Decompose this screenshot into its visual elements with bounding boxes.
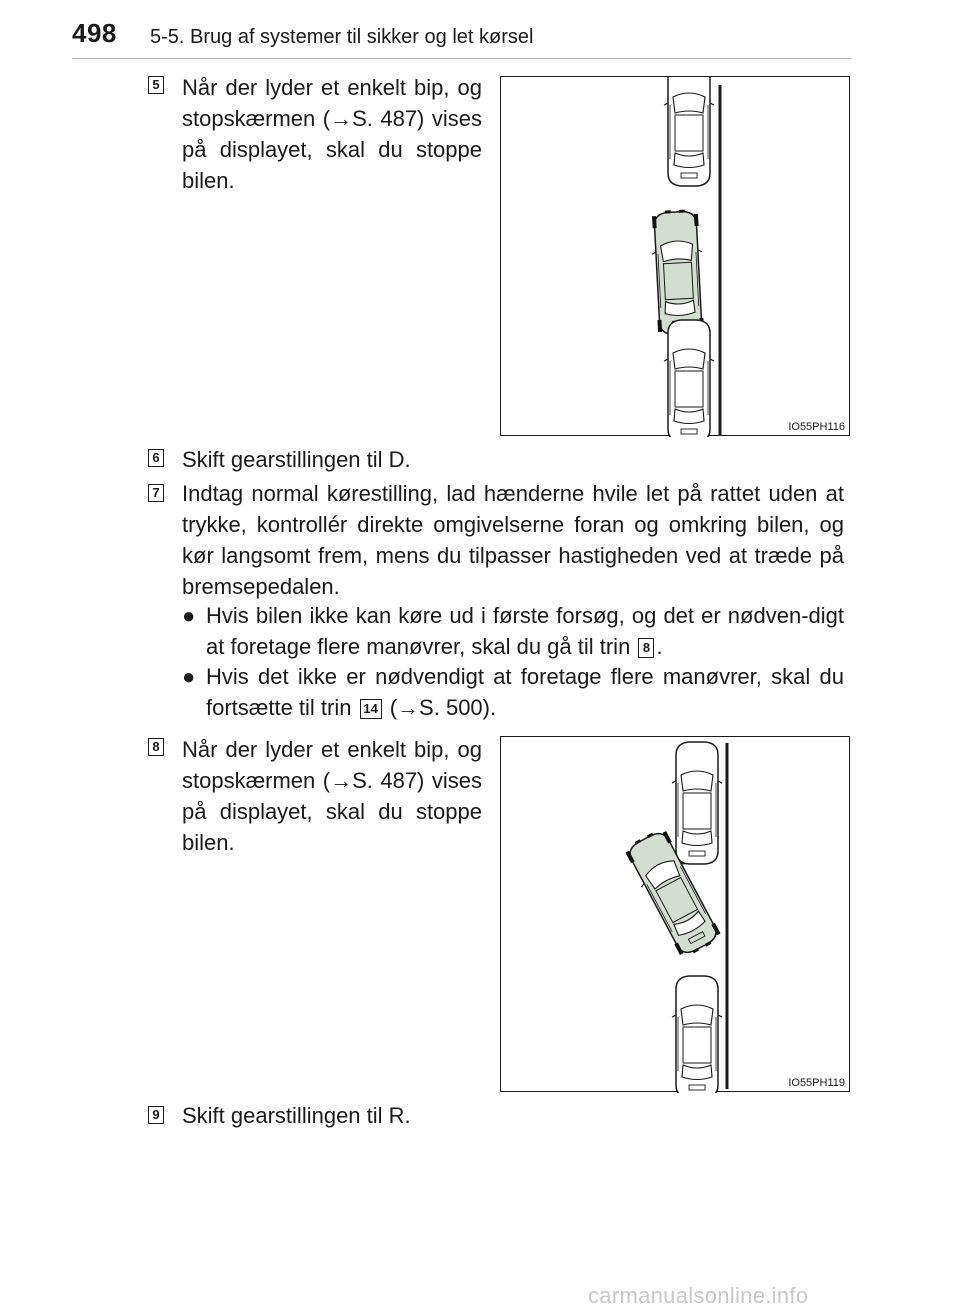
header-rule — [72, 58, 852, 59]
page-number: 498 — [72, 18, 117, 48]
bullet-dot: ● — [182, 664, 196, 689]
bullet-dot: ● — [182, 603, 196, 628]
figure-1 — [500, 76, 850, 436]
figure-1-code: IO55PH116 — [788, 421, 845, 433]
step-badge-5: 5 — [148, 76, 164, 94]
parking-diagram-2 — [501, 737, 851, 1093]
step-badge-6: 6 — [148, 449, 164, 467]
step-ref-badge-14: 14 — [360, 699, 382, 719]
step-7-text: Indtag normal kørestilling, lad hænderne hvile let på rattet uden at trykke, kontrollér direkte omgivelserne foran og omkring bilen, og kør langsomt frem, mens du tilpasser hastigheden ved at træde på bremsepedalen. — [182, 481, 844, 599]
step-badge-7: 7 — [148, 484, 164, 502]
watermark: carmanualsonline.info — [588, 1283, 809, 1308]
step-badge-8: 8 — [148, 738, 164, 756]
bullet-1-end: . — [656, 634, 663, 659]
parking-diagram-1 — [501, 77, 851, 437]
section-title: 5-5. Brug af systemer til sikker og let kørsel — [150, 26, 534, 48]
step-9-text: Skift gearstillingen til R. — [182, 1103, 411, 1128]
step-7-bullet-2 — [182, 661, 844, 723]
bullet-2-text: Hvis det ikke er nødvendigt at foretage flere manøvrer, skal du fortsætte til trin — [206, 664, 844, 720]
figure-2 — [500, 736, 850, 1092]
bullet-2-ref: (→S. 500). — [389, 695, 497, 720]
figure-2-code: IO55PH119 — [788, 1077, 845, 1089]
step-ref-badge-8: 8 — [638, 638, 654, 658]
bullet-1-text: Hvis bilen ikke kan køre ud i første forsøg, og det er nødven-digt at foretage flere manøvrer, skal du gå til trin — [206, 603, 844, 659]
step-8-text: Når der lyder et enkelt bip, og stopskærmen (→S. 487) vises på displayet, skal du stoppe bilen. — [182, 737, 482, 855]
step-5-text: Når der lyder et enkelt bip, og stopskærmen (→S. 487) vises på displayet, skal du stoppe bilen. — [182, 75, 482, 193]
step-6-text: Skift gearstillingen til D. — [182, 447, 411, 472]
step-7-bullet-1 — [182, 600, 844, 662]
step-badge-9: 9 — [148, 1106, 164, 1124]
